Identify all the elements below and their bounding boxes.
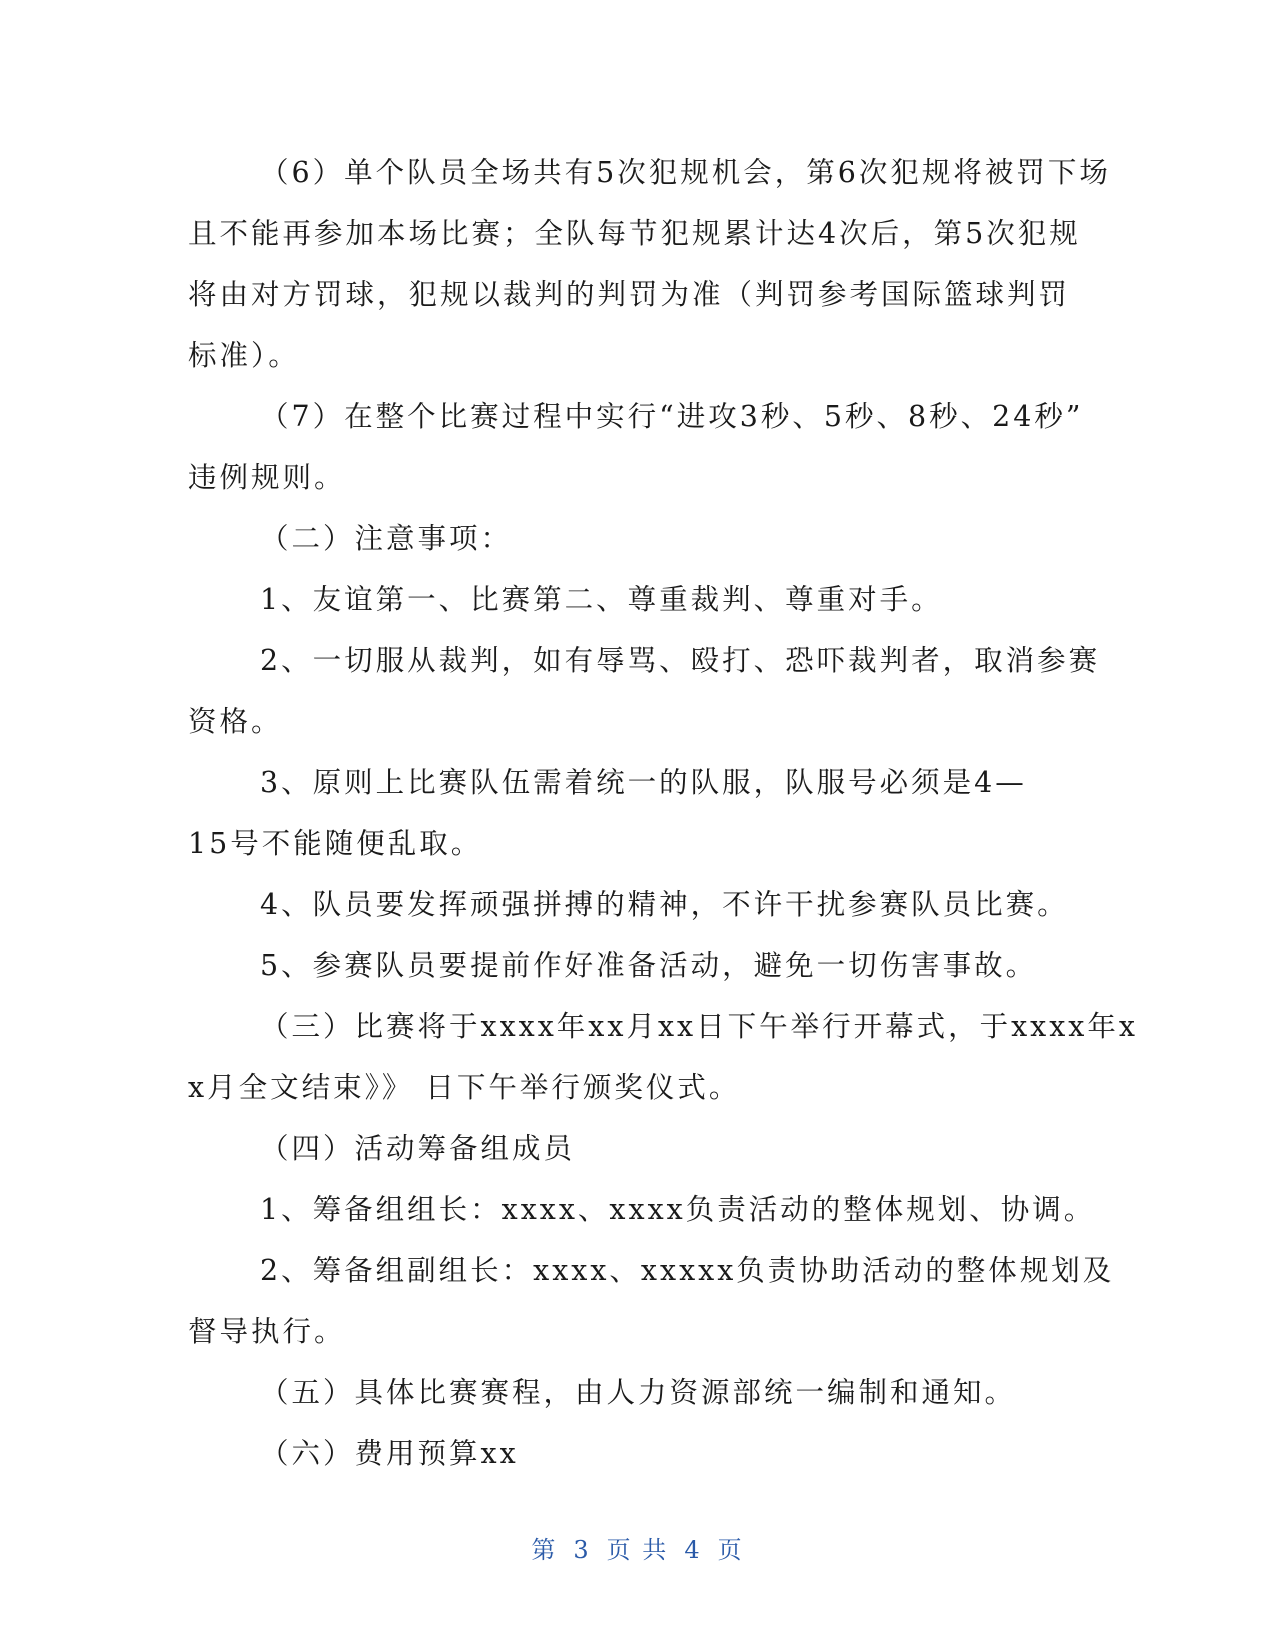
- page-footer: [0, 1530, 1275, 1565]
- paragraph-line: 督导执行。: [188, 1315, 346, 1348]
- paragraph-s2-heading: [188, 508, 1088, 569]
- paragraph-s4-heading: [188, 1118, 1088, 1179]
- paragraph-line: （四）活动筹备组成员: [260, 1132, 576, 1165]
- paragraph-line: 1、友谊第一、比赛第二、尊重裁判、尊重对手。: [260, 583, 943, 616]
- paragraph-line: （六）费用预算xx: [260, 1437, 519, 1470]
- paragraph-s4-2: [188, 1240, 1115, 1362]
- paragraph-line: 将由对方罚球，犯规以裁判的判罚为准（判罚参考国际篮球判罚: [188, 278, 1071, 311]
- paragraph-line: （7）在整个比赛过程中实行“进攻3秒、5秒、8秒、24秒”: [260, 400, 1084, 433]
- paragraph-line: 4、队员要发挥顽强拼搏的精神，不许干扰参赛队员比赛。: [260, 888, 1069, 921]
- paragraph-line: （二）注意事项：: [260, 522, 513, 555]
- paragraph-line: 资格。: [188, 705, 283, 738]
- document-body: [188, 142, 1138, 1484]
- paragraph-s2-2: [188, 630, 1101, 752]
- paragraph-s5: [188, 1362, 1088, 1423]
- footer-total-pages: 4: [684, 1536, 702, 1564]
- paragraph-s2-5: [188, 935, 1088, 996]
- paragraph-s2-1: [188, 569, 1088, 630]
- paragraph-line: 1、筹备组组长：xxxx、xxxx负责活动的整体规划、协调。: [260, 1193, 1096, 1226]
- paragraph-s4-1: [188, 1179, 1096, 1240]
- footer-prefix: 第: [531, 1536, 558, 1564]
- paragraph-s2-3: [188, 752, 1088, 874]
- paragraph-line: 3、原则上比赛队伍需着统一的队服，队服号必须是4—: [260, 766, 1027, 799]
- paragraph-line: 5、参赛队员要提前作好准备活动，避免一切伤害事故。: [260, 949, 1038, 982]
- paragraph-line: 15号不能随便乱取。: [188, 827, 483, 860]
- footer-suffix: 页: [717, 1536, 744, 1564]
- paragraph-line: x月全文结束》》 日下午举行颁奖仪式。: [188, 1071, 741, 1104]
- paragraph-s6: [188, 1423, 1088, 1484]
- paragraph-line: 违例规则。: [188, 461, 346, 494]
- paragraph-line: （三）比赛将于xxxx年xx月xx日下午举行开幕式，于xxxx年x: [260, 1010, 1138, 1043]
- paragraph-p7: [188, 386, 1088, 508]
- paragraph-line: 且不能再参加本场比赛；全队每节犯规累计达4次后，第5次犯规: [188, 217, 1081, 250]
- paragraph-p6: [188, 142, 1111, 386]
- footer-current-page: 3: [573, 1536, 591, 1564]
- paragraph-s3: [188, 996, 1138, 1118]
- paragraph-line: 2、一切服从裁判，如有辱骂、殴打、恐吓裁判者，取消参赛: [260, 644, 1101, 677]
- paragraph-line: 标准）。: [188, 339, 300, 372]
- paragraph-s2-4: [188, 874, 1088, 935]
- footer-middle: 页 共: [606, 1536, 669, 1564]
- paragraph-line: （6）单个队员全场共有5次犯规机会，第6次犯规将被罚下场: [260, 156, 1111, 189]
- paragraph-line: 2、筹备组副组长：xxxx、xxxxx负责协助活动的整体规划及: [260, 1254, 1115, 1287]
- paragraph-line: （五）具体比赛赛程，由人力资源部统一编制和通知。: [260, 1376, 1017, 1409]
